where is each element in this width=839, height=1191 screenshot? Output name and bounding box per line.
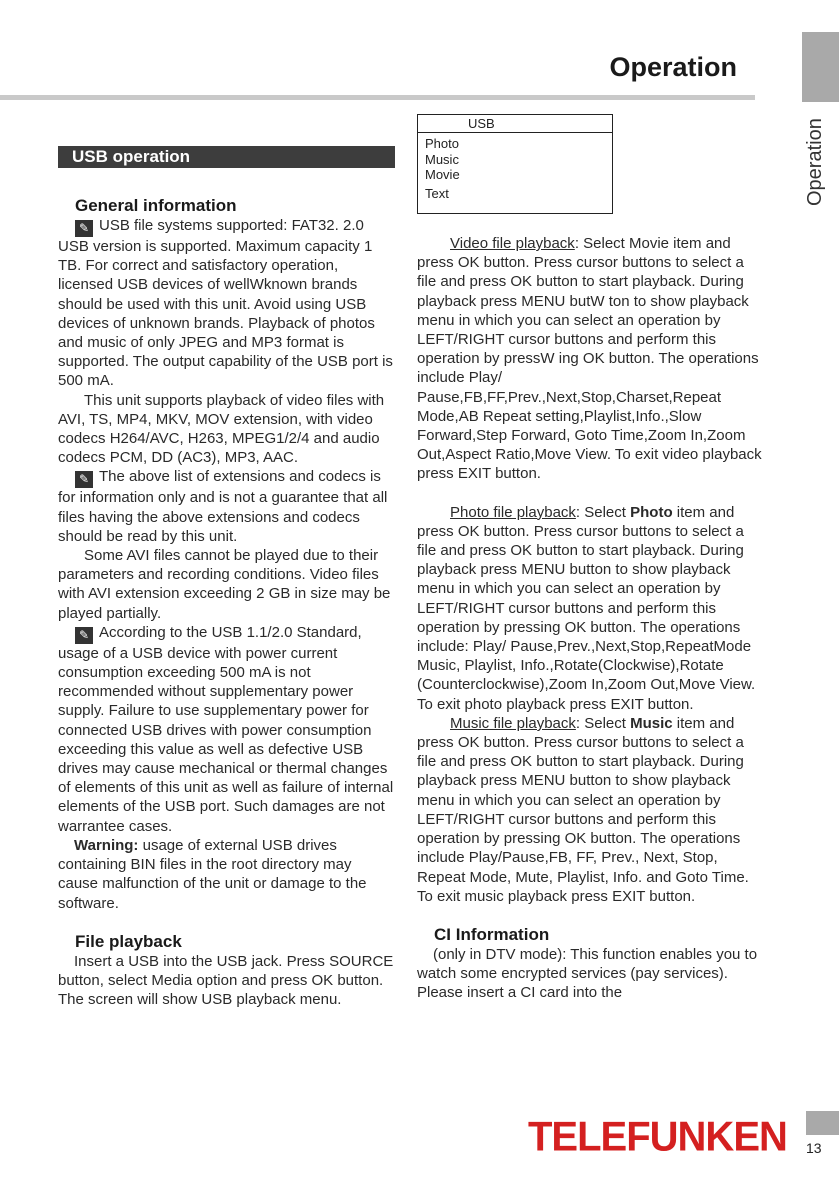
side-section-label-text: Operation <box>804 118 826 206</box>
photo-playback-label: Photo file playback <box>450 503 576 521</box>
right-column <box>417 114 767 1003</box>
section-title-usb-operation: USB operation <box>58 146 395 168</box>
usb-menu-item-music: Music <box>425 151 459 167</box>
page-title: Operation <box>609 52 737 82</box>
note-pen-icon: ✎ <box>75 471 93 488</box>
warning-label: Warning: <box>74 836 139 854</box>
usb-menu-item-text: Text <box>425 185 449 201</box>
side-tab-marker <box>802 32 839 102</box>
page-number: 13 <box>806 1140 822 1156</box>
usb-menu-item-movie: Movie <box>425 167 460 182</box>
general-info-para-2: This unit supports playback of video files with AVI, TS, MP4, MKV, MOV extension, with video codecs H264/AVC, H263, MPEG1/2/4 and audio codecs PCM, DD (AC3), MP3, AAC. <box>58 391 385 467</box>
general-info-para-3: ✎ The above list of extensions and codecs is for information only and is not a guarantee that all files having the above extensions and codecs should be read by this unit. <box>58 468 388 545</box>
video-playback-label: Video file playback <box>450 235 575 252</box>
general-info-para-1: ✎ USB file systems supported: FAT32. 2.0 USB version is supported. Maximum capacity 1 TB. For correct and satisfactory operation, licensed USB devices of wellWknown brands should be used with this unit. Avoid using USB devices of unknown brands. Playback of photos and music of only JPEG and MP3 format is supported. The output capability of the USB port is 500 mA. <box>58 217 393 390</box>
warning-paragraph: Warning: usage of external USB drives containing BIN files in the root directory may cause malfunction of the unit or damage to the software. <box>58 836 367 912</box>
music-playback-label: Music file playback <box>450 714 576 732</box>
header-divider <box>0 95 755 100</box>
note-pen-icon: ✎ <box>75 220 93 237</box>
ci-information-heading: CI Information <box>434 924 550 944</box>
file-playback-heading: File playback <box>75 931 182 951</box>
page-number-marker <box>806 1111 839 1135</box>
usb-menu-item-photo: Photo <box>425 136 459 151</box>
usb-menu-title: USB <box>418 115 612 133</box>
photo-playback-paragraph: Photo file playback: Select Photo item and press OK button. Press cursor buttons to select a file and press OK button to start playback. During playback press MENU button to show playback menu in which you can select an operation by LEFT/RIGHT cursor buttons and perform this operation by pressing OK button. The operations include: Play/ Pause,Prev.,Next,Stop,RepeatMode Music, Playlist, Info.,Rotate(Clockwise),Rotate (Counterclockwise),Zoom In,Zoom Out,Move View. To exit photo playback press EXIT button. <box>417 503 756 713</box>
general-info-para-5: ✎ According to the USB 1.1/2.0 Standard, usage of a USB device with power current consumption exceeding 500 mA is not recommended without supplementary power supply. Failure to use supplementary power for connected USB drives with power consumption exceeding this value as well as defective USB drives may cause mechanical or thermal changes of elements of this unit as well as failure of internal elements of the USB port. Such damages are not warrantee cases. <box>58 623 394 835</box>
ci-information-text: (only in DTV mode): This function enables you to watch some encrypted services (pay services). Please insert a CI card into the <box>417 945 758 1002</box>
file-playback-text: Insert a USB into the USB jack. Press SOURCE button, select Media option and press OK button. The screen will show USB playback menu. <box>58 952 394 1009</box>
telefunken-logo: TELEFUNKEN <box>528 1113 787 1161</box>
general-info-heading: General information <box>75 196 237 215</box>
left-column <box>58 146 395 1009</box>
note-pen-icon: ✎ <box>75 627 93 644</box>
usb-menu-diagram <box>417 114 613 214</box>
music-playback-paragraph: Music file playback: Select Music item and press OK button. Press cursor buttons to select a file and press OK button to start playback. During playback press MENU button to show playback menu in which you can select an operation by LEFT/RIGHT cursor buttons and perform this operation by pressing OK button. The operations include Play/Pause,FB, FF, Prev., Next, Stop, Repeat Mode, Mute, Playlist, Info. and Goto Time. To exit music playback press EXIT button. <box>417 714 749 905</box>
side-section-label <box>804 118 828 208</box>
video-playback-paragraph: Video file playback: Select Movie item and press OK button. Press cursor buttons to select a file and press OK button to start playback. During playback press MENU butW ton to show playback menu in which you can select an operation by LEFT/RIGHT cursor buttons and perform this operation by pressW ing OK button. The operations include Play/ Pause,FB,FF,Prev.,Next,Stop,Charset,Repeat Mode,AB Repeat setting,Playlist,Info.,Slow Forward,Step Forward, Goto Time,Zoom In,Zoom Out,Aspect Ratio,Move View. To exit video playback press EXIT button. <box>417 235 762 483</box>
general-info-para-4: Some AVI files cannot be played due to their parameters and recording conditions. Video files with AVI extension exceeding 2 GB in size may be played partially. <box>58 547 391 622</box>
